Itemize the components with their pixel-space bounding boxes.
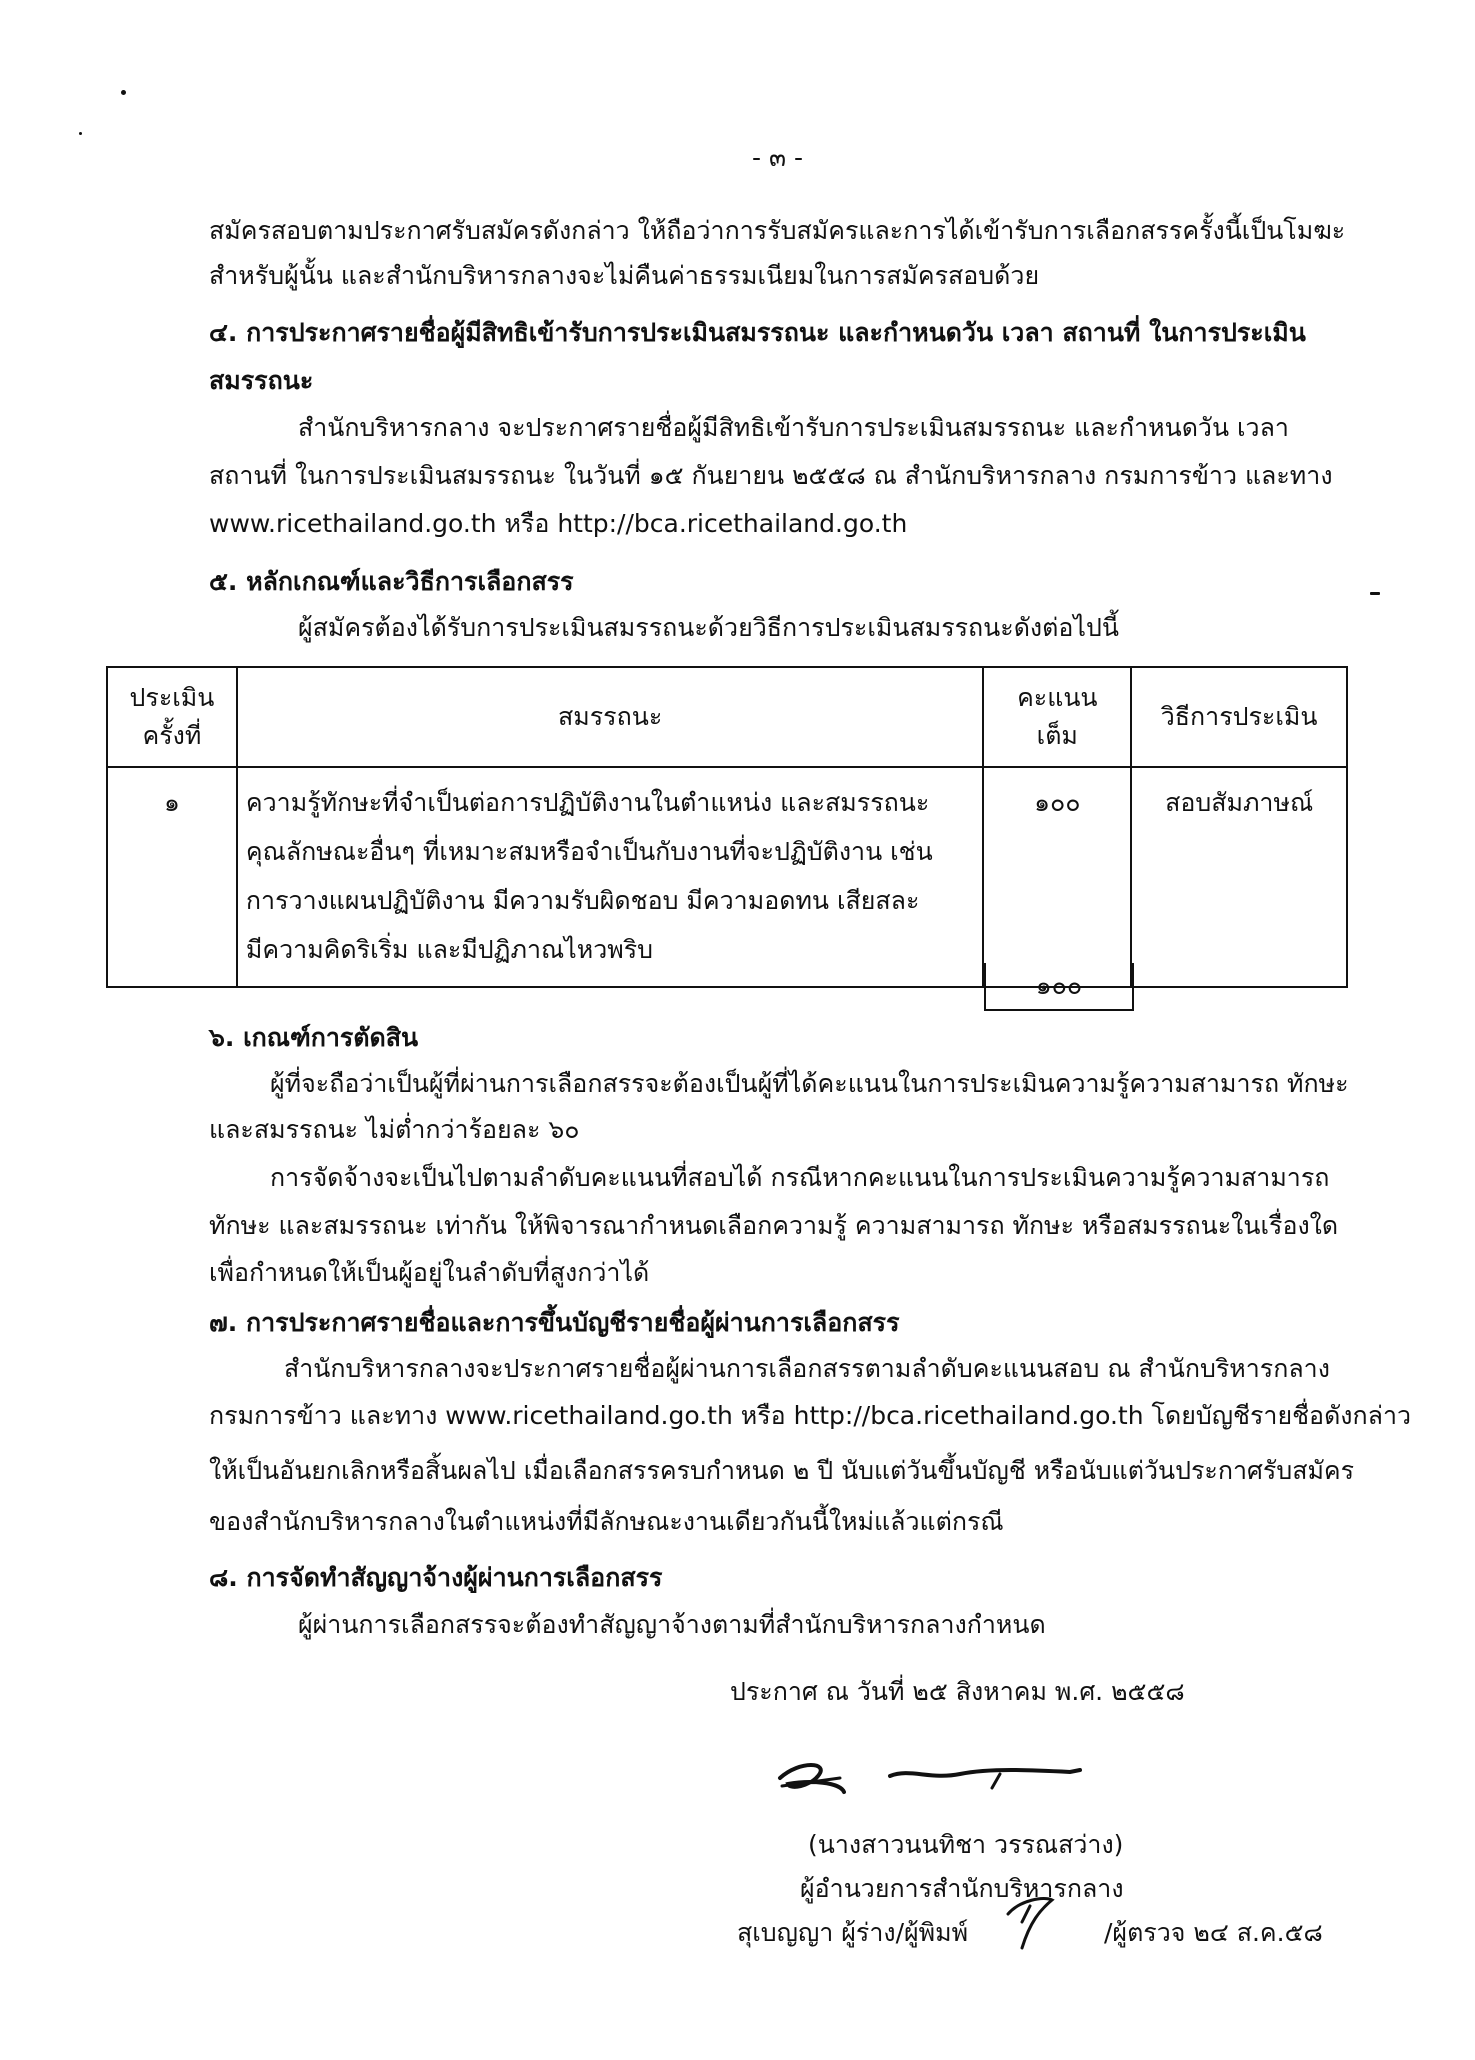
row-score: ๑๐๐	[983, 767, 1131, 987]
section-4-heading-cont: สมรรถนะ	[209, 366, 314, 395]
criteria-table	[106, 666, 1348, 988]
header-round	[107, 667, 237, 767]
header-round-line-2: ครั้งที่	[142, 721, 202, 750]
section-5-line-1: ผู้สมัครต้องได้รับการประเมินสมรรถนะด้วยวิธีการประเมินสมรรถนะดังต่อไปนี้	[298, 613, 1119, 642]
signature	[770, 1740, 1130, 1810]
section-6-p1-line-2: และสมรรถนะ ไม่ต่ำกว่าร้อยละ ๖๐	[209, 1115, 580, 1144]
section-5-heading: ๕. หลักเกณฑ์และวิธีการเลือกสรร	[209, 567, 574, 596]
intro-line-2: สำหรับผู้นั้น และสำนักบริหารกลางจะไม่คืนค่าธรรมเนียมในการสมัครสอบด้วย	[209, 261, 1040, 290]
scan-speck	[1370, 592, 1380, 595]
competency-line-1: ความรู้ทักษะที่จำเป็นต่อการปฏิบัติงานในตำแหน่ง และสมรรถนะ	[245, 788, 930, 817]
table-row	[107, 767, 1347, 987]
header-score	[983, 667, 1131, 767]
section-7-heading: ๗. การประกาศรายชื่อและการขึ้นบัญชีรายชื่อผู้ผ่านการเลือกสรร	[209, 1308, 900, 1337]
section-4-line-1: สำนักบริหารกลาง จะประกาศรายชื่อผู้มีสิทธิเข้ารับการประเมินสมรรถนะ และกำหนดวัน เวลา	[298, 413, 1289, 442]
page-number: - ๓ -	[752, 143, 804, 172]
section-6-p1-line-1: ผู้ที่จะถือว่าเป็นผู้ที่ผ่านการเลือกสรรจะต้องเป็นผู้ที่ได้คะแนนในการประเมินความรู้ความสามารถ ทักษะ	[270, 1069, 1349, 1098]
intro-line-1: สมัครสอบตามประกาศรับสมัครดังกล่าว ให้ถือว่าการรับสมัครและการได้เข้ารับการเลือกสรรครั้งนี้เป็นโมฆะ	[209, 216, 1346, 245]
section-6-p2-line-2: ทักษะ และสมรรถนะ เท่ากัน ให้พิจารณากำหนดเลือกความรู้ ความสามารถ ทักษะ หรือสมรรถนะในเรื่องใด	[209, 1211, 1339, 1240]
section-6-p2-line-1: การจัดจ้างจะเป็นไปตามลำดับคะแนนที่สอบได้ กรณีหากคะแนนในการประเมินความรู้ความสามารถ	[270, 1163, 1330, 1192]
competency-line-2: คุณลักษณะอื่นๆ ที่เหมาะสมหรือจำเป็นกับงานที่จะปฏิบัติงาน เช่น	[245, 837, 933, 866]
section-6-heading: ๖. เกณฑ์การตัดสิน	[209, 1023, 419, 1052]
section-4-line-3: www.ricethailand.go.th หรือ http://bca.ricethailand.go.th	[209, 509, 908, 538]
scan-speck	[121, 90, 126, 95]
criteria-header-row	[107, 667, 1347, 767]
header-round-line-1: ประเมิน	[129, 683, 215, 712]
checker-line: /ผู้ตรวจ ๒๔ ส.ค.๕๘	[1104, 1918, 1323, 1947]
row-competency	[237, 767, 983, 987]
signer-name: (นางสาวนนทิชา วรรณสว่าง)	[808, 1830, 1124, 1859]
section-8-line-1: ผู้ผ่านการเลือกสรรจะต้องทำสัญญาจ้างตามที่สำนักบริหารกลางกำหนด	[298, 1610, 1046, 1639]
header-method: วิธีการประเมิน	[1131, 667, 1347, 767]
header-score-line-1: คะแนน	[1017, 683, 1098, 712]
section-6-p2-line-3: เพื่อกำหนดให้เป็นผู้อยู่ในลำดับที่สูงกว่าได้	[209, 1258, 650, 1287]
section-8-heading: ๘. การจัดทำสัญญาจ้างผู้ผ่านการเลือกสรร	[209, 1563, 663, 1592]
section-7-line-4: ของสำนักบริหารกลางในตำแหน่งที่มีลักษณะงานเดียวกันนี้ใหม่แล้วแต่กรณี	[209, 1507, 1004, 1536]
row-round: ๑	[107, 767, 237, 987]
drafter-line: สุเบญญา ผู้ร่าง/ผู้พิมพ์	[737, 1918, 969, 1947]
section-4-line-2: สถานที่ ในการประเมินสมรรถนะ ในวันที่ ๑๕ กันยายน ๒๕๕๘ ณ สำนักบริหารกลาง กรมการข้าว และทาง	[209, 461, 1333, 490]
initial-mark	[1000, 1892, 1060, 1956]
announcement-date: ประกาศ ณ วันที่ ๒๕ สิงหาคม พ.ศ. ๒๕๕๘	[730, 1677, 1185, 1706]
scan-speck	[79, 132, 82, 135]
section-7-line-3: ให้เป็นอันยกเลิกหรือสิ้นผลไป เมื่อเลือกสรรครบกำหนด ๒ ปี นับแต่วันขึ้นบัญชี หรือนับแต่วันประกาศรับสมัคร	[209, 1456, 1355, 1485]
header-score-line-2: เต็ม	[1036, 721, 1078, 750]
section-7-line-2: กรมการข้าว และทาง www.ricethailand.go.th หรือ http://bca.ricethailand.go.th โดยบัญชีรายชื่อดังกล่าว	[209, 1401, 1412, 1430]
competency-line-4: มีความคิดริเริ่ม และมีปฏิภาณไหวพริบ	[245, 935, 654, 964]
header-competency: สมรรถนะ	[237, 667, 983, 767]
competency-line-3: การวางแผนปฏิบัติงาน มีความรับผิดชอบ มีความอดทน เสียสละ	[245, 886, 920, 915]
section-7-line-1: สำนักบริหารกลางจะประกาศรายชื่อผู้ผ่านการเลือกสรรตามลำดับคะแนนสอบ ณ สำนักบริหารกลาง	[284, 1354, 1330, 1383]
total-score: ๑๐๐	[984, 963, 1134, 1011]
section-4-heading: ๔. การประกาศรายชื่อผู้มีสิทธิเข้ารับการประเมินสมรรถนะ และกำหนดวัน เวลา สถานที่ ในการประเมิน	[209, 318, 1306, 347]
row-method: สอบสัมภาษณ์	[1131, 767, 1347, 987]
signer-title: ผู้อำนวยการสำนักบริหารกลาง	[800, 1874, 1124, 1903]
